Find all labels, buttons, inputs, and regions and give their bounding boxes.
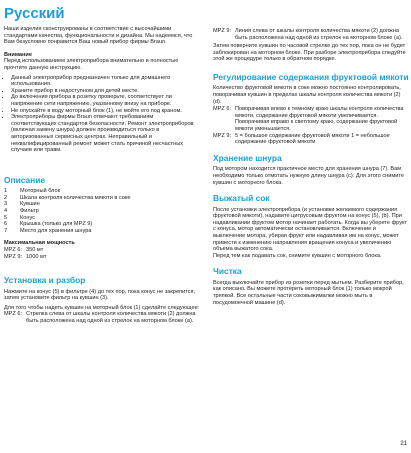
install-mpz6-item: MPZ 6: Стрелка слева от шкалы контроля количества мякоти (2) должна быть расположена над одной из стрелок на моторном блоке (a). <box>4 311 196 324</box>
description-item: 7 Место для хранения шнура <box>4 227 92 234</box>
clean-paragraph: Всегда выключайте прибор из розетки перед мытьем. Разберите прибор, как описано. Вы можете протереть моторный блок (1) только мокрой тряпкой. Все остальные части соковыжималки можно мыть в посудомоечной машине (d). <box>213 279 404 306</box>
install-heading: Установка и разбор <box>4 275 86 286</box>
warning-item: • Храните прибор в недоступном для детей месте. <box>11 88 200 95</box>
description-item: 5 Конус <box>4 214 35 221</box>
power-item: MPZ 9: 1000 мт <box>4 253 47 260</box>
install-mpz9-item: MPZ 9: Линия слева от шкалы контроля количества мякоти (2) должна быть расположена над одной из стрелок на моторном блоке (a). <box>213 28 403 41</box>
description-list <box>4 188 200 234</box>
power-heading: Максимальная мощность <box>4 240 75 247</box>
install-paragraph: Для того чтобы надеть кувшин на моторный блок (1) сделайте следующее: <box>4 304 200 311</box>
description-item: 4 Фильтр <box>4 207 39 214</box>
pulp-mpz9-item: MPZ 9: 5 = большое содержание фруктовой мякоти 1 = небольшое содержание фруктовой мякоти <box>213 132 390 146</box>
rotate-paragraph: Затем поверните кувшин по часовой стрелке до тех пор, пока он не будет заблокирован на моторном блоке. При разборе электроприбора следуйте этой же процедуре только в обратном порядке. <box>213 43 406 63</box>
cord-heading: Хранение шнура <box>213 152 282 163</box>
warning-list <box>4 75 200 154</box>
squeeze-heading: Выжатый сок <box>213 193 270 204</box>
right-column <box>213 0 409 309</box>
intro-paragraph: Наши изделия сконструированы в соответствие с высочайшими стандартами качества, функциональности и дизайна. Мы надеемся, что Вам безусловно понравится Ваш новый прибор фирмы Braun. <box>4 26 193 46</box>
warning-item: • Не опускайте в воду моторный блок (1), не мойте его под краном. <box>11 108 200 115</box>
pulp-paragraph: Количество фруктовой мякоти в соке можно постоянно контролировать, поворачивая кувшин в пределах шкалы контроля количества мякоти (2) (d). <box>213 85 401 105</box>
page-number: 21 <box>400 441 407 447</box>
power-item: MPZ 6: 350 мт <box>4 246 44 253</box>
warning-heading: Внимание <box>4 51 32 58</box>
left-column <box>4 0 200 327</box>
language-title: Русский <box>4 5 65 22</box>
warning-item: • До включения прибора в розетку проверьте, соответствует ли напряжение сети напряжению, указанному внизу на приборе. <box>11 94 200 107</box>
clean-heading: Чистка <box>213 266 242 277</box>
squeeze-paragraph: После установки электроприбора (и установки желаемого содержания фруктовой мякоти), надавите цитрусовым фруктом на конус (5), (b). При надавливании фруктом мотор начинает работать. Когда вы уберете фрукт с конуса, мотор автоматически остановливается. Включение и выключение мотора, убирая фрукт или надавливая им на конус, может привести к изменению направления вращения конуса и увеличению объема выжатого сока. <box>213 206 408 253</box>
description-item: 2 Шкала контроля количества мякоти в соке <box>4 194 131 201</box>
cord-paragraph: Под мотором находится практичное место для хранения шнура (7). Вам необходимо только отмотать нужную длину шнура (c). Для этого снимите кувшин с моторного блока. <box>213 166 404 186</box>
warning-intro: Перед использованием электроприбора внимательно и полностью прочтите данную инструкцию. <box>4 58 179 71</box>
pulp-heading: Регулирование содержания фруктовой мякоти <box>213 71 409 82</box>
squeeze-paragraph: Перед тем как подавать сок, снимите кувшин с моторного блока. <box>213 252 382 259</box>
install-paragraph: Нажмите на конус (5) в фильтре (4) до тех пор, пока конус не закрепится, затем установите фильтр на кувшин (3). <box>4 288 196 302</box>
description-item: 3 Кувшин <box>4 201 40 208</box>
warning-item: • Данный электроприбор предназначен только для домашнего использования. <box>11 75 200 88</box>
power-list <box>4 247 200 260</box>
pulp-mpz6-item: MPZ 6: Поворачивая влево к темному краю шкалы контроля количества мякоти, содержание фруктовой мякоти увеличивается. Поворачивая вправо к светлому краю, содержание фруктовой мякоти уменьшается. <box>213 106 404 133</box>
description-item: 6 Крышка (только для MPZ 9) <box>4 221 93 228</box>
description-item: 1 Моторный блок <box>4 188 61 195</box>
warning-item: • Электроприборы фирмы Braun отвечают требованиям соответствующих стандартов безопасности. Ремонт электроприборов (включая замену шнура) должен производиться только в авторизованных сервисных центрах. Неправильный и неквалифицированный ремонт может стать причиной несчастных случаев или травм. <box>11 114 200 154</box>
description-heading: Описание <box>4 174 46 185</box>
